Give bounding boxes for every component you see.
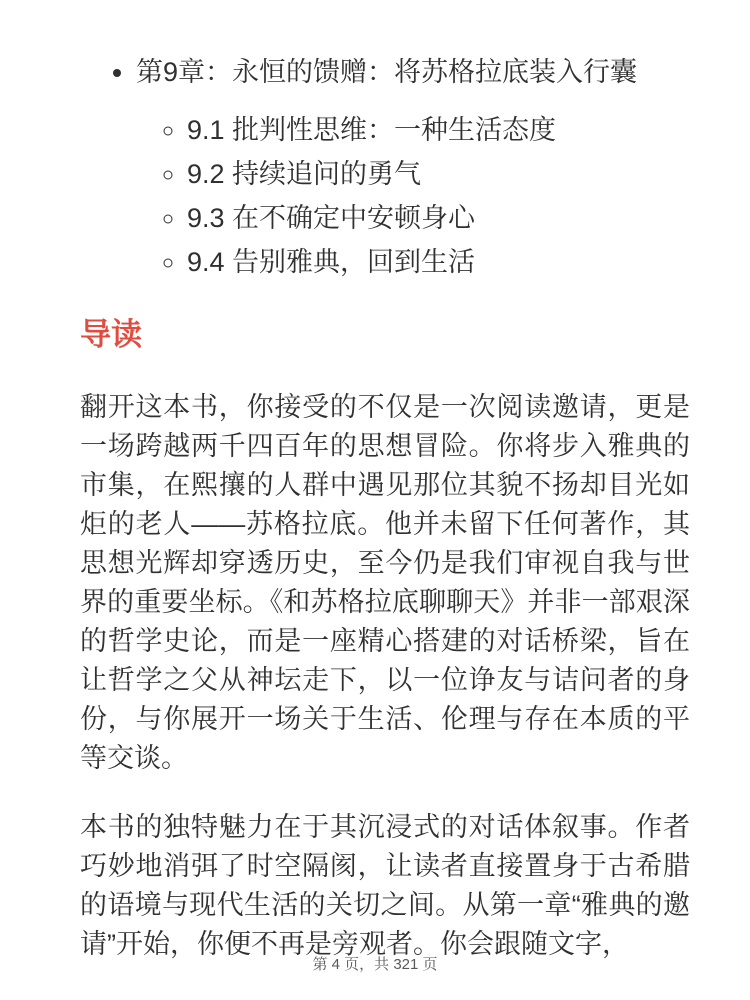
toc-chapter-label: 第9章：永恒的馈赠：将苏格拉底装入行囊 bbox=[136, 57, 638, 87]
intro-paragraph-1: 翻开这本书，你接受的不仅是一次阅读邀请，更是一场跨越两千四百年的思想冒险。你将步入雅典的市集，在熙攘的人群中遇见那位其貌不扬却目光如炬的老人——苏格拉底。他并未留下任何著作，其思想光辉却穿透历史，至今仍是我们审视自我与世界的重要坐标。《和苏格拉底聊聊天》并非一部艰深的哲学史论，而是一座精心搭建的对话桥梁，旨在让哲学之父从神坛走下，以一位诤友与诘问者的身份，与你展开一场关于生活、伦理与存在本质的平等交谈。 bbox=[80, 392, 690, 773]
toc-section-label: 9.3 在不确定中安顿身心 bbox=[187, 203, 476, 233]
toc-section-label: 9.1 批判性思维：一种生活态度 bbox=[187, 115, 557, 145]
page-number-indicator: 第 4 页，共 321 页 bbox=[312, 956, 438, 973]
toc-section-label: 9.2 持续追问的勇气 bbox=[187, 159, 422, 189]
toc-section-list bbox=[136, 108, 710, 284]
toc-list bbox=[0, 50, 710, 284]
toc-section-label: 9.4 告别雅典，回到生活 bbox=[187, 247, 476, 277]
section-heading-daodu: 导读 bbox=[80, 317, 142, 352]
toc-section-item bbox=[187, 152, 710, 196]
toc-chapter-item bbox=[136, 50, 710, 284]
toc-section-item bbox=[187, 196, 710, 240]
toc-section-item bbox=[187, 240, 710, 284]
intro-paragraph-2: 本书的独特魅力在于其沉浸式的对话体叙事。作者巧妙地消弭了时空隔阂，让读者直接置身于古希腊的语境与现代生活的关切之间。从第一章“雅典的邀请”开始，你便不再是旁观者。你会跟随文字， bbox=[80, 812, 690, 959]
toc-section-item bbox=[187, 108, 710, 152]
